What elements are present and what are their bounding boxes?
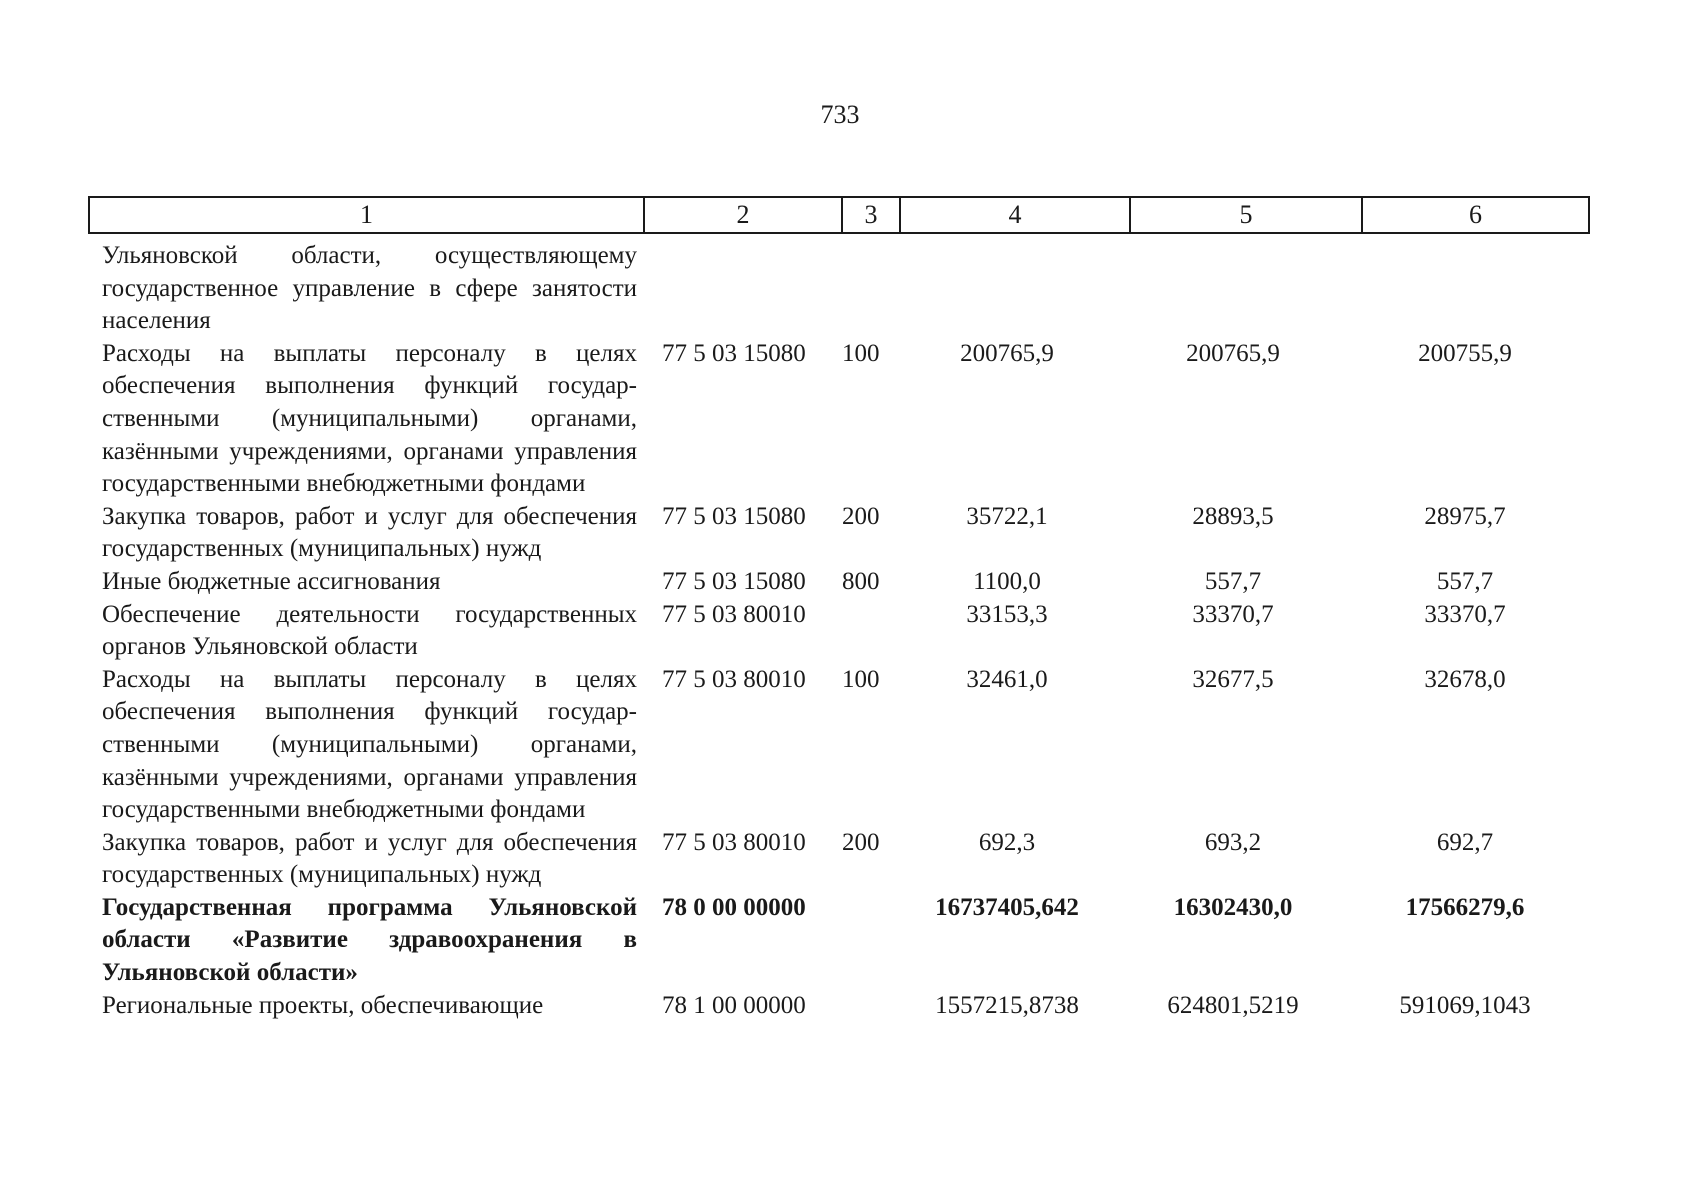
row-code: 77 5 03 15080 [662, 502, 806, 530]
table-row [102, 599, 1582, 664]
table-row [102, 501, 1582, 566]
row-description: Обеспечение деятельности государственных органов Ульяновской области [102, 600, 637, 661]
row-value-5: 16302430,0 [1173, 893, 1293, 921]
row-type: 200 [842, 502, 880, 530]
row-value-5: 33370,7 [1192, 600, 1274, 628]
row-value-5: 693,2 [1204, 828, 1262, 856]
row-description: Региональные проекты, обеспечивающие [102, 991, 544, 1019]
table-header [88, 196, 1590, 234]
row-value-4: 1557215,8738 [935, 991, 1079, 1019]
row-type: 200 [842, 828, 880, 856]
row-code: 77 5 03 80010 [662, 828, 806, 856]
row-value-5: 32677,5 [1192, 665, 1274, 693]
row-code: 78 0 00 00000 [662, 893, 806, 921]
row-description: Закупка товаров, работ и услуг для обеспечения государственных (муниципальных) нужд [102, 502, 637, 563]
row-description: Иные бюджетные ассигнования [102, 567, 441, 595]
row-type: 100 [842, 665, 880, 693]
row-value-6: 557,7 [1436, 567, 1494, 595]
page-number: 733 [820, 100, 860, 129]
row-description: Закупка товаров, работ и услуг для обеспечения государственных (муниципальных) нужд [102, 828, 637, 889]
row-value-6: 28975,7 [1424, 502, 1506, 530]
table-body [102, 240, 1582, 1022]
row-code: 77 5 03 80010 [662, 665, 806, 693]
row-value-6: 591069,1043 [1399, 991, 1531, 1019]
row-value-5: 200765,9 [1186, 339, 1280, 367]
column-header-1: 1 [90, 198, 645, 232]
row-type: 100 [842, 339, 880, 367]
table-row [102, 827, 1582, 892]
row-value-4: 200765,9 [960, 339, 1054, 367]
row-value-4: 35722,1 [966, 502, 1048, 530]
table-row-program [102, 892, 1582, 990]
row-value-4: 32461,0 [966, 665, 1048, 693]
table-row [102, 566, 1582, 599]
row-code: 77 5 03 15080 [662, 567, 806, 595]
row-value-4: 1100,0 [973, 567, 1041, 595]
row-description: Государственная программа Ульяновской области «Развитие здравоохранения в Ульяновской области» [102, 893, 637, 987]
table-row [102, 664, 1582, 827]
row-code: 77 5 03 15080 [662, 339, 806, 367]
row-description: Расходы на выплаты персоналу в целях обеспечения выполнения функций государственными (муниципальными) органами, казёнными учреждениями, органами управления государственными внебюджетными фондами [102, 665, 637, 824]
row-value-4: 16737405,642 [935, 893, 1079, 921]
table-row [102, 338, 1582, 501]
row-description: Расходы на выплаты персоналу в целях обеспечения выполнения функций государственными (муниципальными) органами, казёнными учреждениями, органами управления государственными внебюджетными фондами [102, 339, 637, 498]
row-value-6: 17566279,6 [1405, 893, 1525, 921]
column-header-3: 3 [843, 198, 901, 232]
table-row [102, 240, 1582, 338]
row-value-6: 200755,9 [1418, 339, 1512, 367]
column-header-4: 4 [901, 198, 1131, 232]
column-header-6: 6 [1469, 200, 1482, 229]
column-header-2: 2 [645, 198, 843, 232]
row-value-5: 624801,5219 [1167, 991, 1299, 1019]
column-header-5: 5 [1131, 198, 1363, 232]
row-value-6: 33370,7 [1424, 600, 1506, 628]
row-code: 78 1 00 00000 [662, 991, 806, 1019]
row-value-4: 33153,3 [966, 600, 1048, 628]
row-value-5: 557,7 [1204, 567, 1262, 595]
row-value-5: 28893,5 [1192, 502, 1274, 530]
row-type: 800 [842, 567, 880, 595]
row-value-6: 692,7 [1436, 828, 1494, 856]
row-code: 77 5 03 80010 [662, 600, 806, 628]
row-value-6: 32678,0 [1424, 665, 1506, 693]
table-row [102, 990, 1582, 1023]
row-value-4: 692,3 [978, 828, 1036, 856]
row-description: Ульяновской области, осуществляющему государственное управление в сфере занятости населения [102, 242, 637, 335]
